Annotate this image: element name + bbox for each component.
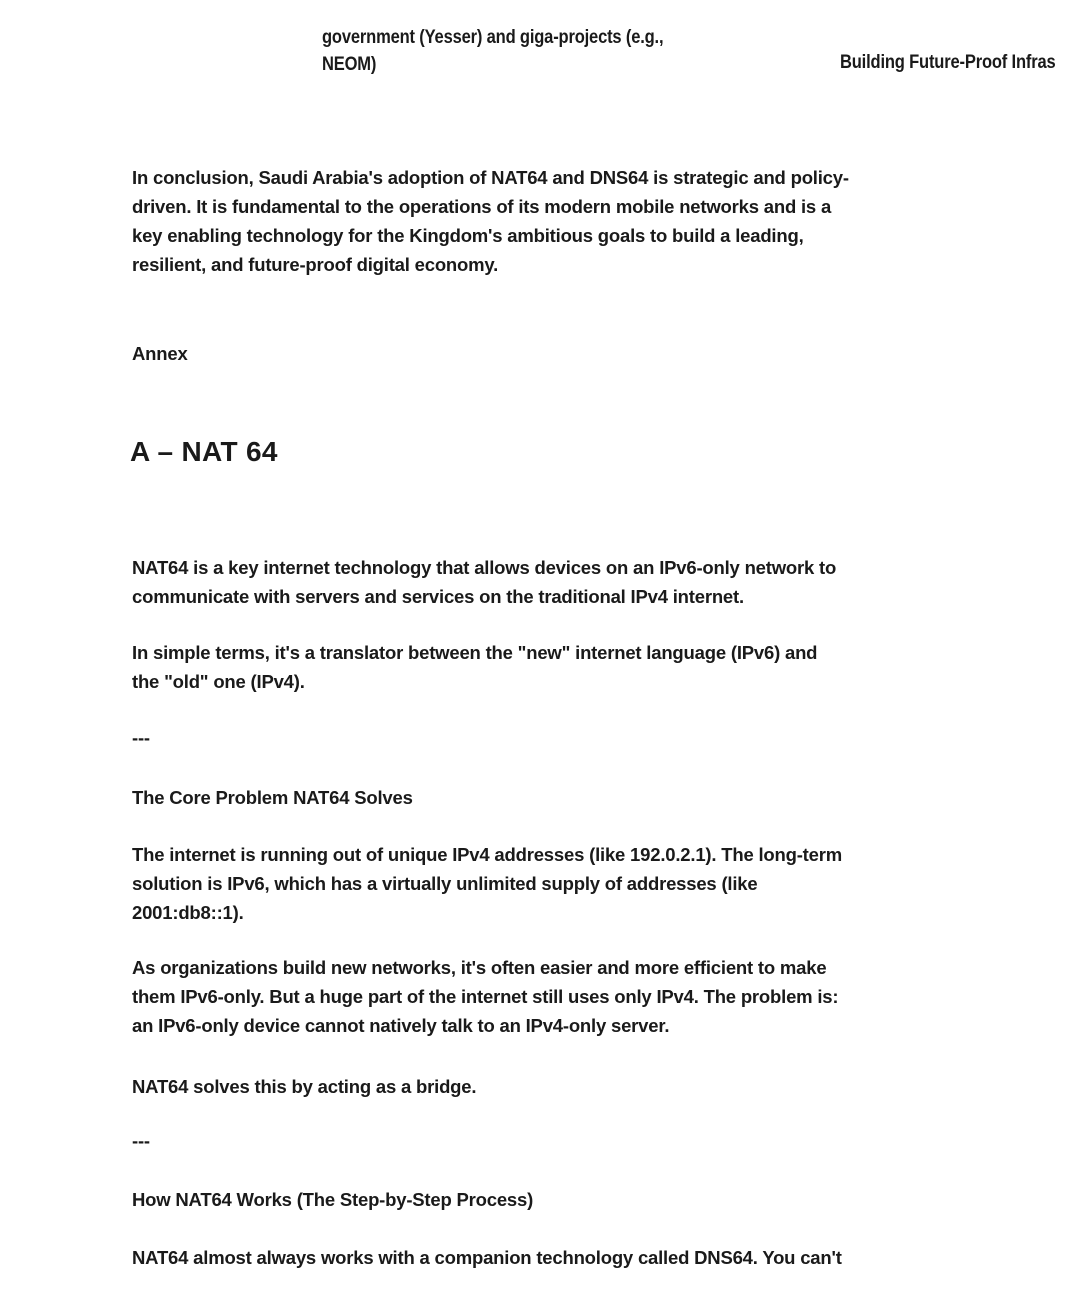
paragraph-bridge: NAT64 solves this by acting as a bridge. bbox=[132, 1076, 477, 1097]
paragraph-organizations: As organizations build new networks, it's often easier and more efficient to make them IPv6-only. But a huge part of the internet still uses only IPv4. The problem is: an IPv6-only device cannot natively talk to an IPv4-only server. bbox=[132, 957, 839, 1036]
paragraph-nat64-intro: NAT64 is a key internet technology that allows devices on an IPv6-only network to communicate with servers and services on the traditional IPv4 internet. bbox=[132, 557, 837, 607]
conclusion-paragraph: In conclusion, Saudi Arabia's adoption of NAT64 and DNS64 is strategic and policy- driven. It is fundamental to the operations of its modern mobile networks and is a key enabling technology for the Kingdom's ambitious goals to build a leading, resilient, and future-proof digital economy. bbox=[132, 167, 849, 275]
heading-how-nat64-works: How NAT64 Works (The Step-by-Step Process) bbox=[132, 1189, 534, 1210]
divider-dashes-1: --- bbox=[132, 727, 150, 748]
annex-heading: Annex bbox=[132, 343, 188, 364]
paragraph-dns64-companion: NAT64 almost always works with a companion technology called DNS64. You can't bbox=[132, 1247, 842, 1268]
paragraph-ipv4-exhaustion: The internet is running out of unique IPv4 addresses (like 192.0.2.1). The long-term solution is IPv6, which has a virtually unlimited supply of addresses (like 2001:db8::1). bbox=[132, 844, 842, 923]
paragraph-simple-terms: In simple terms, it's a translator between the "new" internet language (IPv6) and the "old" one (IPv4). bbox=[132, 642, 818, 692]
page-header-left-cell: government (Yesser) and giga-projects (e.g., NEOM) bbox=[322, 27, 664, 75]
page-header-right-title: Building Future-Proof Infras bbox=[840, 52, 1056, 73]
section-title-a-nat64: A – NAT 64 bbox=[130, 436, 278, 467]
divider-dashes-2: --- bbox=[132, 1130, 150, 1151]
heading-core-problem: The Core Problem NAT64 Solves bbox=[132, 787, 413, 808]
